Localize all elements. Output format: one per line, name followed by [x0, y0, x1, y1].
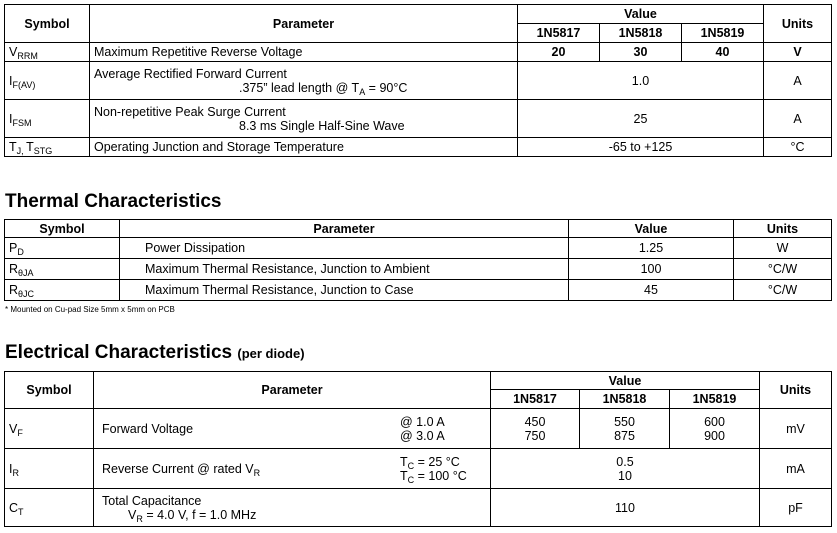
ir-value: 0.5 10 [491, 449, 760, 489]
param-ifav: Average Rectified Forward Current .375” lead length @ $T_A = 90^\circ C$ [90, 62, 518, 100]
units: A [764, 62, 832, 100]
absolute-ratings-table [4, 4, 832, 157]
symbol-ifsm: $I_{FSM}$ [5, 100, 90, 138]
vf-1n5819: 600 900 [670, 409, 760, 449]
vf-1n5818: 550 875 [580, 409, 670, 449]
value: 45 [569, 280, 734, 301]
part-1n5819: 1N5819 [670, 390, 760, 409]
param-rtheta-ja: Maximum Thermal Resistance, Junction to Ambient [120, 259, 569, 280]
table-row [5, 138, 832, 157]
symbol-vrrm: $V_{RRM}$ [5, 43, 90, 62]
units: V [764, 43, 832, 62]
header-units: Units [764, 5, 832, 43]
param-pd: Power Dissipation [120, 238, 569, 259]
symbol-rtheta-ja: $R_{\theta JA}$ [5, 259, 120, 280]
header-parameter: Parameter [94, 372, 491, 409]
value-1n5819: 40 [682, 43, 764, 62]
table-row [5, 62, 832, 100]
part-1n5818: 1N5818 [580, 390, 670, 409]
part-1n5817: 1N5817 [491, 390, 580, 409]
part-1n5819: 1N5819 [682, 24, 764, 43]
table-row [5, 43, 832, 62]
value: 100 [569, 259, 734, 280]
table-row [5, 409, 832, 449]
symbol-ir: $I_R$ [5, 449, 94, 489]
symbol-ifav: $I_{F(AV)}$ [5, 62, 90, 100]
thermal-footnote: * Mounted on Cu-pad Size 5mm x 5mm on PCB [5, 305, 175, 314]
units: pF [760, 489, 832, 527]
symbol-vf: $V_F$ [5, 409, 94, 449]
param-vrrm: Maximum Repetitive Reverse Voltage [90, 43, 518, 62]
table-row [5, 280, 832, 301]
header-value: Value [491, 372, 760, 390]
param-vf: Forward Voltage @ 1.0 A @ 3.0 A [94, 409, 491, 449]
units: °C/W [734, 280, 832, 301]
header-units: Units [760, 372, 832, 409]
header-parameter: Parameter [90, 5, 518, 43]
table-row [5, 100, 832, 138]
value: -65 to +125 [518, 138, 764, 157]
part-1n5818: 1N5818 [600, 24, 682, 43]
value-1n5817: 20 [518, 43, 600, 62]
value: 1.25 [569, 238, 734, 259]
units: W [734, 238, 832, 259]
param-temp: Operating Junction and Storage Temperature [90, 138, 518, 157]
vf-1n5817: 450 750 [491, 409, 580, 449]
value: 1.0 [518, 62, 764, 100]
param-ct: Total Capacitance $V_R = 4.0$ V, f = 1.0 MHz [94, 489, 491, 527]
symbol-pd: $P_D$ [5, 238, 120, 259]
ct-value: 110 [491, 489, 760, 527]
header-symbol: Symbol [5, 372, 94, 409]
param-ir: Reverse Current @ rated $V_R$ $T_C = 25$ °C $T_C = 100$ °C [94, 449, 491, 489]
units: °C/W [734, 259, 832, 280]
value: 25 [518, 100, 764, 138]
header-value: Value [569, 220, 734, 238]
value-1n5818: 30 [600, 43, 682, 62]
table-row [5, 489, 832, 527]
table-row [5, 259, 832, 280]
header-symbol: Symbol [5, 5, 90, 43]
symbol-rtheta-jc: $R_{\theta JC}$ [5, 280, 120, 301]
header-symbol: Symbol [5, 220, 120, 238]
param-rtheta-jc: Maximum Thermal Resistance, Junction to Case [120, 280, 569, 301]
header-value: Value [518, 5, 764, 24]
units: °C [764, 138, 832, 157]
thermal-title: Thermal Characteristics [5, 191, 222, 212]
units: mV [760, 409, 832, 449]
electrical-table [4, 371, 832, 527]
units: A [764, 100, 832, 138]
header-parameter: Parameter [120, 220, 569, 238]
table-row [5, 449, 832, 489]
electrical-title: Electrical Characteristics (per diode) [5, 342, 305, 363]
thermal-table [4, 219, 832, 301]
part-1n5817: 1N5817 [518, 24, 600, 43]
units: mA [760, 449, 832, 489]
symbol-ct: $C_T$ [5, 489, 94, 527]
symbol-tj-tstg: $T_{J,}$ $T_{STG}$ [5, 138, 90, 157]
header-units: Units [734, 220, 832, 238]
table-row [5, 238, 832, 259]
param-ifsm: Non-repetitive Peak Surge Current 8.3 ms Single Half-Sine Wave [90, 100, 518, 138]
